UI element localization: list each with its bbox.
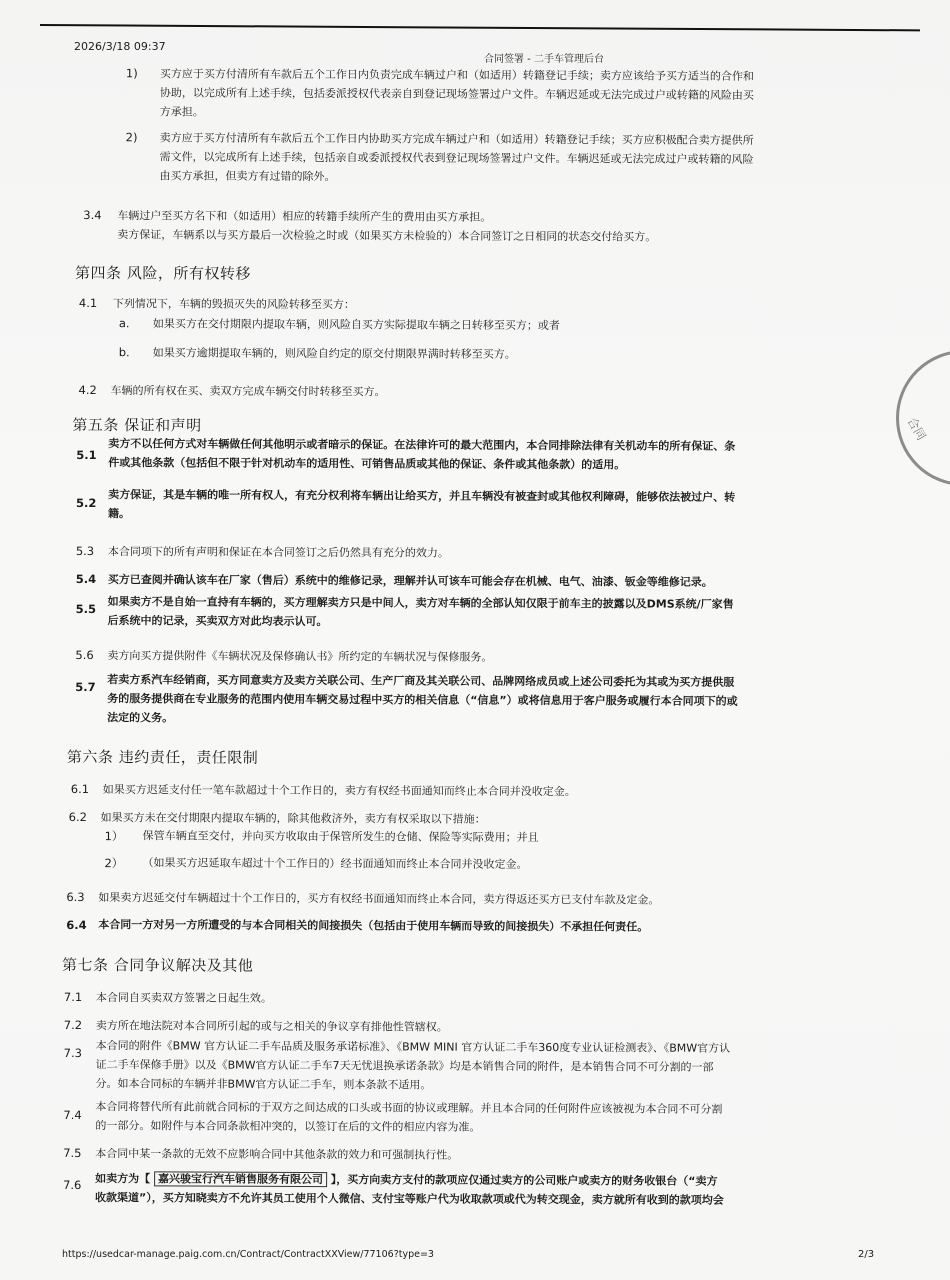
clause-3-4: 车辆过户至买方名下和（如适用）相应的转籍手续所产生的费用由买方承担。 卖方保证，车辆系以与买方最后一次检验之时或（如果买方未检验的）本合同签订之日相同的状态交付给买方。 [117, 209, 657, 244]
clause-number: 7.6 [63, 1177, 82, 1193]
section-heading-5: 第五条 保证和声明 [72, 415, 202, 435]
clause-6-1: 如果买方迟延支付任一笔车款超过十个工作日的，卖方有权经书面通知而终止本合同并没收定金。 [102, 783, 576, 799]
clause-6-4: 本合同一方对另一方所遭受的与本合同相关的间接损失（包括由于使用车辆而导致的间接损失）不承担任何责任。 [98, 918, 649, 934]
clause-7-2: 卖方所在地法院对本合同所引起的或与之相关的争议享有排他性管辖权。 [95, 1019, 448, 1034]
clause-4-1-b: 如果买方逾期提取车辆的，则风险自约定的原交付期限界满时转移至买方。 [152, 346, 516, 361]
clause-number: 5.4 [75, 571, 97, 587]
clause-6-2: 如果买方未在交付期限内提取车辆的，除其他救济外，卖方有权采取以下措施： [100, 811, 486, 826]
clause-number: 5.1 [76, 447, 97, 463]
page-header-title: 合同签署 - 二手车管理后台 [484, 54, 604, 65]
clause-number: 4.1 [78, 295, 98, 311]
clause-5-6: 卖方向买方提供附件《车辆状况及保修确认书》所约定的车辆状况与保修服务。 [107, 649, 493, 664]
seller-company-name: 嘉兴骏宝行汽车销售服务有限公司 [154, 1171, 327, 1187]
clause-number: 6.2 [68, 809, 88, 825]
clause-4-1: 下列情况下，车辆的毁损灭失的风险转移至买方： [112, 297, 355, 312]
clause-7-1: 本合同自买卖双方签署之日起生效。 [95, 991, 272, 1005]
seal-text: 合同 [904, 414, 929, 443]
clause-6-2-1: 保管车辆直至交付，并向买方收取由于保管所发生的仓储、保险等实际费用；并且 [142, 829, 539, 845]
clause-7-4: 本合同将替代所有此前就合同标的于双方之间达成的口头或书面的协议或理解。并且本合同的任何附件应该被视为本合同不可分割 的一部分。如附件与本合同条款相冲突的，以签订在后的文件的相应内容为准。 [95, 1100, 723, 1134]
clause-number: 5.7 [75, 679, 96, 695]
page-number: 2/3 [858, 1249, 875, 1260]
clause-number: 6.4 [66, 917, 87, 933]
clause-number: 3.4 [83, 208, 102, 223]
clause-number: 7.5 [63, 1145, 82, 1161]
clause-5-1: 卖方不以任何方式对车辆做任何其他明示或者暗示的保证。在法律许可的最大范围内，本合同排除法律有关机动车的所有保证、条 件或其他条款（包括但不限于针对机动车的适用性、可销售品质或其他的保证、条件或其他条款）的适用。 [108, 437, 736, 472]
section-heading-4: 第四条 风险，所有权转移 [75, 263, 251, 283]
clause-number: 7.1 [63, 989, 83, 1005]
clause-number: 7.4 [63, 1107, 82, 1123]
clause-5-7: 若卖方系汽车经销商，买方同意卖方及卖方关联公司、生产厂商及其关联公司、品牌网络成员或上述公司委托为其或为买方提供服 务的服务提供商在专业服务的范围内使用车辆交易过程中买方的相关信息（“信息”）或将信息用于客户服务或履行本合同项下的或 法定的义务。 [107, 673, 738, 725]
section-heading-6: 第六条 违约责任，责任限制 [66, 747, 259, 767]
clause-number: 5.5 [75, 601, 97, 617]
clause-7-3: 本合同的附件《BMW 官方认证二手车品质及服务承诺标准》、《BMW MINI 官方认证二手车360度专业认证检测表》、《BMW官方认 证二手车保修手册》以及《BMW官方认证二手车7天无忧退换承诺条款》均是本销售合同的附件，是本销售合同不可分割的一部 分。如本合同标的车辆并非BMW官方认证二手车，则本条款不适用。 [95, 1039, 731, 1092]
clause-number: 5.3 [75, 543, 95, 559]
clause-5-2: 卖方保证，其是车辆的唯一所有权人，有充分权利将车辆出让给买方，并且车辆没有被查封或其他权利障碍，能够依法被过户、转 籍。 [107, 488, 736, 521]
clause-number: 6.3 [66, 889, 85, 905]
item-number: 1) [125, 66, 138, 81]
page-url: https://usedcar-manage.paig.com.cn/Contract/ContractXXView/77106?type=3 [62, 1249, 434, 1260]
item-letter: b. [118, 345, 130, 360]
clause-number: 5.2 [76, 495, 97, 511]
clause-number: 7.3 [63, 1045, 82, 1061]
clause-4-1-a: 如果买方在交付期限内提取车辆，则风险自买方实际提取车辆之日转移至买方；或者 [152, 317, 560, 333]
item-number: 1） [104, 829, 124, 844]
clause-number: 7.2 [63, 1017, 83, 1033]
item-number: 2) [125, 130, 138, 145]
clause-5-4: 买方已查阅并确认该车在厂家（售后）系统中的维修记录，理解并认可该车可能会存在机械、电气、油漆、钣金等维修记录。 [107, 573, 713, 589]
clause-number: 6.1 [70, 781, 90, 797]
clause-3-3-1: 买方应于买方付清所有车款后五个工作日内负责完成车辆过户和（如适用）转籍登记手续；卖方应该给予买方适当的合作和 协助，以完成所有上述手续，包括委派授权代表亲自到登记现场签署过户文件。车辆迟延或无法完成过户或转籍的风险由买 方承担。 [159, 67, 754, 119]
clause-4-2: 车辆的所有权在买、卖双方完成车辆交付时转移至买方。 [110, 384, 386, 399]
clause-5-3: 本合同项下的所有声明和保证在本合同签订之后仍然具有充分的效力。 [107, 545, 449, 560]
clause-number: 4.2 [78, 382, 97, 398]
section-heading-7: 第七条 合同争议解决及其他 [62, 955, 254, 975]
item-letter: a. [118, 316, 130, 331]
clause-6-3: 如果卖方迟延交付车辆超过十个工作日的，买方有权经书面通知而终止本合同，卖方得返还买方已支付车款及定金。 [98, 891, 660, 907]
clause-7-5: 本合同中某一条款的无效不应影响合同中其他条款的效力和可强制执行性。 [95, 1147, 459, 1162]
item-number: 2） [104, 856, 124, 871]
clause-7-6: 如卖方为【 嘉兴骏宝行汽车销售服务有限公司 】，买方向卖方支付的款项应仅通过卖方的公司账户或卖方的财务收银台（“卖方 收款渠道”），买方知晓卖方不允许其员工使用个人微信、支付宝等账户代为收取款项或代为转交现金，卖方就所有收到的款项均会 [95, 1172, 724, 1207]
clause-3-3-2: 卖方应于买方付清所有车款后五个工作日内协助买方完成车辆过户和（如适用）转籍登记手续；买方应积极配合卖方提供所 需文件，以完成所有上述手续，包括亲自或委派授权代表到登记现场签署过户文件。车辆迟延或无法完成过户或转籍的风险 由买方承担，但卖方有过错的除外。 [159, 131, 754, 184]
clause-number: 5.6 [75, 647, 94, 663]
clause-6-2-2: （如果买方迟延取车超过十个工作日的）经书面通知而终止本合同并没收定金。 [142, 856, 528, 871]
print-date: 2026/3/18 09:37 [74, 40, 166, 53]
clause-5-5: 如果卖方不是自始一直持有车辆的，买方理解卖方只是中间人，卖方对车辆的全部认知仅限于前车主的披露以及DMS系统/厂家售 后系统中的记录，买卖双方对此均表示认可。 [107, 595, 734, 629]
